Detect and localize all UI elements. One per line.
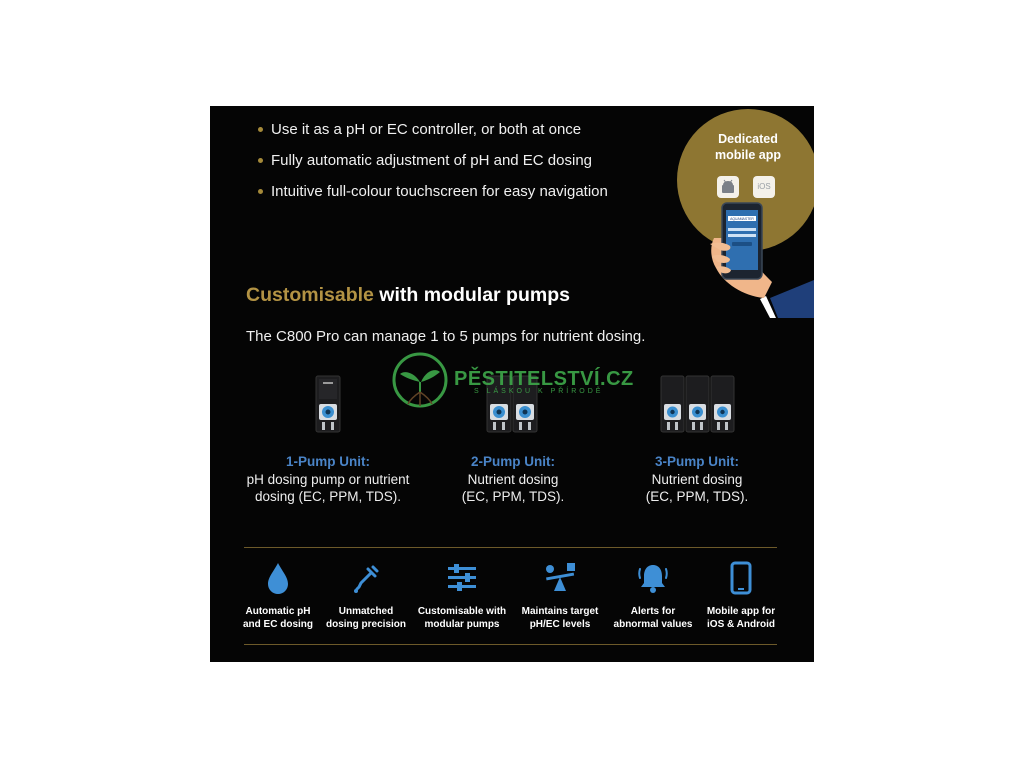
feature-bullet-list bbox=[258, 114, 608, 207]
feature-line1: Automatic pH bbox=[245, 606, 311, 617]
feature-label bbox=[605, 605, 701, 631]
section-intro-text: The C800 Pro can manage 1 to 5 pumps for nutrient dosing. bbox=[246, 328, 646, 345]
feature-label bbox=[318, 605, 414, 631]
unit-desc-line2: (EC, PPM, TDS). bbox=[461, 489, 565, 504]
badge-title-line2: mobile app bbox=[715, 148, 781, 162]
hand-holding-phone-icon bbox=[708, 198, 814, 318]
feature-dosing-precision bbox=[318, 561, 414, 631]
unit-description-2 bbox=[440, 453, 586, 506]
section-heading-highlight: Customisable bbox=[246, 284, 374, 306]
bullet-item bbox=[258, 145, 608, 176]
unit-desc-line2: (EC, PPM, TDS). bbox=[645, 489, 749, 504]
water-drop-icon bbox=[264, 561, 292, 595]
feature-line2: iOS & Android bbox=[707, 619, 775, 630]
feature-alerts bbox=[605, 561, 701, 631]
plant-logo-icon bbox=[390, 352, 452, 414]
feature-label bbox=[512, 605, 608, 631]
feature-automatic-dosing bbox=[230, 561, 326, 631]
unit-description-1 bbox=[240, 453, 416, 506]
feature-target-levels bbox=[512, 561, 608, 631]
unit-name: 2-Pump Unit: bbox=[471, 454, 555, 469]
bullet-dot bbox=[258, 158, 263, 163]
unit-description-3 bbox=[624, 453, 770, 506]
watermark-subtitle: S LÁSKOU K PŘÍRODĚ bbox=[474, 388, 604, 395]
bullet-text: Use it as a pH or EC controller, or both at once bbox=[271, 121, 582, 138]
one-pump-unit-image bbox=[314, 374, 342, 434]
bell-icon bbox=[636, 561, 670, 595]
feature-label bbox=[414, 605, 510, 631]
feature-label bbox=[230, 605, 326, 631]
feature-line1: Unmatched bbox=[338, 606, 394, 617]
feature-line2: abnormal values bbox=[613, 619, 693, 630]
bullet-dot bbox=[258, 127, 263, 132]
unit-name: 1-Pump Unit: bbox=[286, 454, 370, 469]
android-icon bbox=[717, 176, 739, 198]
bottom-divider bbox=[244, 644, 777, 645]
feature-line1: Customisable with bbox=[417, 606, 507, 617]
mobile-app-badge-title bbox=[677, 131, 814, 163]
ios-label: iOS bbox=[757, 182, 771, 191]
bullet-text: Intuitive full-colour touchscreen for easy navigation bbox=[271, 183, 608, 200]
feature-line2: modular pumps bbox=[424, 619, 500, 630]
three-pump-unit-image bbox=[660, 374, 736, 434]
feature-line2: dosing precision bbox=[325, 619, 406, 630]
feature-line2: pH/EC levels bbox=[529, 619, 591, 630]
bullet-item bbox=[258, 114, 608, 145]
unit-desc-line2: dosing (EC, PPM, TDS). bbox=[254, 489, 402, 504]
feature-mobile-app bbox=[693, 561, 789, 631]
smartphone-icon bbox=[729, 561, 753, 595]
feature-line2: and EC dosing bbox=[243, 619, 313, 630]
watermark-title: PĚSTITELSTVÍ.CZ bbox=[454, 368, 634, 390]
unit-desc-line1: pH dosing pump or nutrient bbox=[246, 471, 410, 487]
section-heading bbox=[246, 284, 570, 307]
feature-line1: Maintains target bbox=[521, 606, 599, 617]
section-heading-rest: with modular pumps bbox=[379, 284, 570, 306]
feature-label bbox=[693, 605, 789, 631]
phone-brand-text: AQUAMASTER bbox=[730, 217, 754, 221]
feature-modular-pumps bbox=[414, 561, 510, 631]
badge-title-line1: Dedicated bbox=[718, 132, 778, 146]
pipette-icon bbox=[349, 561, 383, 595]
bullet-dot bbox=[258, 189, 263, 194]
feature-line1: Mobile app for bbox=[706, 606, 776, 617]
feature-line1: Alerts for bbox=[630, 606, 676, 617]
unit-desc-line1: Nutrient dosing bbox=[651, 471, 743, 487]
top-divider bbox=[244, 547, 777, 548]
watermark-logo bbox=[390, 352, 634, 414]
unit-desc-line1: Nutrient dosing bbox=[467, 471, 559, 487]
balance-icon bbox=[542, 561, 578, 595]
bullet-text: Fully automatic adjustment of pH and EC dosing bbox=[271, 152, 592, 169]
sliders-icon bbox=[445, 561, 479, 595]
bullet-item bbox=[258, 176, 608, 207]
ios-icon bbox=[753, 176, 775, 198]
unit-name: 3-Pump Unit: bbox=[655, 454, 739, 469]
